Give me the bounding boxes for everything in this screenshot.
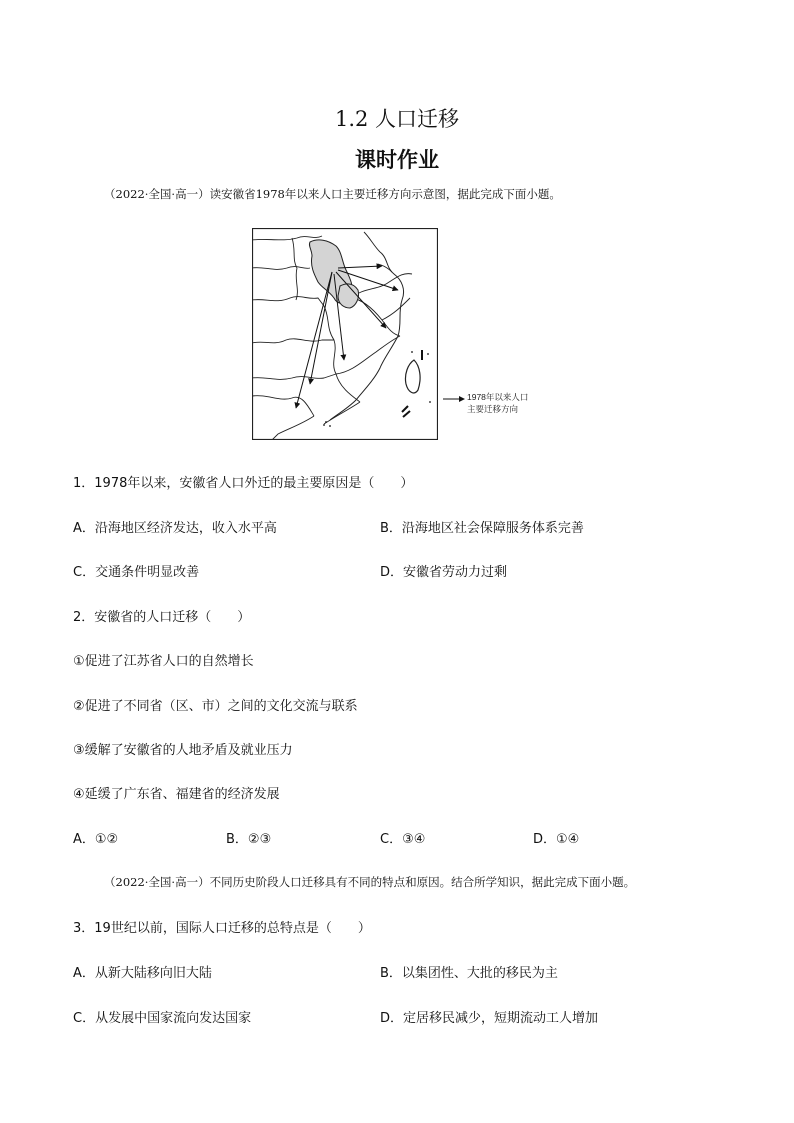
q2-option-b[interactable]: B．②③ [226,832,272,847]
legend-label [467,391,528,415]
question-3-stem: 3．19世纪以前，国际人口迁移的总特点是（ ） [73,921,371,936]
page-subtitle: 课时作业 [355,147,439,172]
q1-option-c[interactable]: C．交通条件明显改善 [73,565,200,580]
q2-option-a[interactable]: A．①② [73,832,119,847]
legend-line1: 1978年以来人口 [467,392,529,402]
q3-option-d[interactable]: D．定居移民减少，短期流动工人增加 [380,1011,599,1026]
map-legend [443,391,533,417]
migration-map [252,228,438,440]
q2-statement-2: ②促进了不同省（区、市）之间的文化交流与联系 [73,699,358,714]
question-1-stem: 1．1978年以来，安徽省人口外迁的最主要原因是（ ） [73,476,414,491]
question-2-stem: 2．安徽省的人口迁移（ ） [73,610,251,625]
q3-option-a[interactable]: A．从新大陆移向旧大陆 [73,966,212,981]
q1-option-a[interactable]: A．沿海地区经济发达，收入水平高 [73,521,277,536]
group1-intro: （2022·全国·高一）读安徽省1978年以来人口主要迁移方向示意图，据此完成下面小题。 [104,187,561,201]
q2-statement-3: ③缓解了安徽省的人地矛盾及就业压力 [73,743,293,758]
q3-option-c[interactable]: C．从发展中国家流向发达国家 [73,1011,252,1026]
group2-intro: （2022·全国·高一）不同历史阶段人口迁移具有不同的特点和原因。结合所学知识，据此完成下面小题。 [104,875,636,889]
q2-statement-4: ④延缓了广东省、福建省的经济发展 [73,787,280,802]
legend-line2: 主要迁移方向 [467,404,519,414]
q2-statement-1: ①促进了江苏省人口的自然增长 [73,654,254,669]
q2-option-c[interactable]: C．③④ [380,832,426,847]
q1-option-b[interactable]: B．沿海地区社会保障服务体系完善 [380,521,584,536]
q3-option-b[interactable]: B．以集团性、大批的移民为主 [380,966,558,981]
arrow-icon [443,396,465,402]
page-title: 1.2 人口迁移 [334,107,460,131]
q1-option-d[interactable]: D．安徽省劳动力过剩 [380,565,508,580]
q2-option-d[interactable]: D．①④ [533,832,580,847]
